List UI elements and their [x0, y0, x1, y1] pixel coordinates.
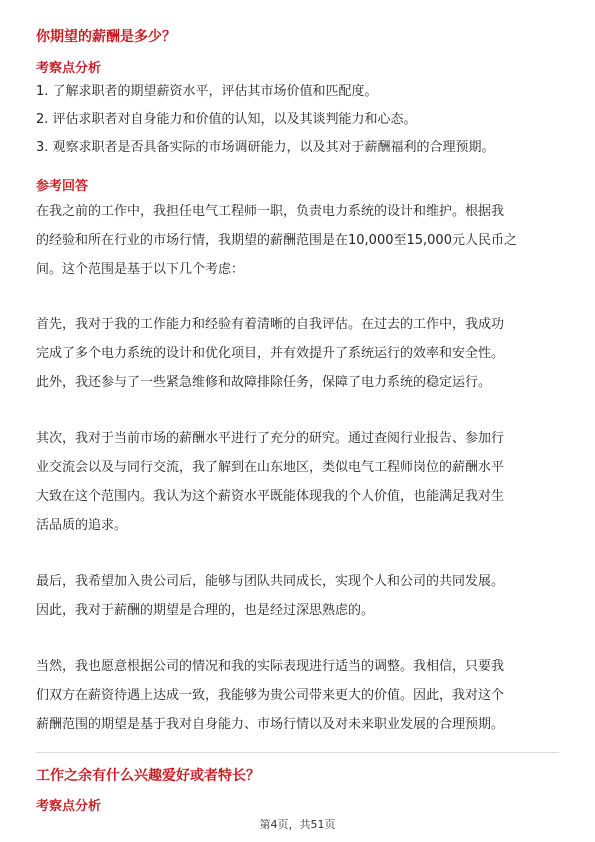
- analysis-point: 1. 了解求职者的期望薪资水平，评估其市场价值和匹配度。: [36, 84, 378, 99]
- answer-line: 完成了多个电力系统的设计和优化项目，并有效提升了系统运行的效率和安全性。: [36, 346, 505, 361]
- answer-line: 因此，我对于薪酬的期望是合理的，也是经过深思熟虑的。: [36, 603, 375, 618]
- analysis-point: 2. 评估求职者对自身能力和价值的认知，以及其谈判能力和心态。: [36, 112, 417, 127]
- answer-line: 们双方在薪资待遇上达成一致，我能够为贵公司带来更大的价值。因此，我对这个: [36, 688, 505, 703]
- question-title: 工作之余有什么兴趣爱好或者特长？: [36, 768, 260, 784]
- answer-line: 此外，我还参与了一些紧急维修和故障排除任务，保障了电力系统的稳定运行。: [36, 375, 492, 390]
- analysis-heading: 考察点分析: [36, 799, 102, 814]
- section-divider: [36, 752, 559, 753]
- answer-line: 在我之前的工作中，我担任电气工程师一职，负责电力系统的设计和维护。根据我: [36, 204, 505, 219]
- analysis-heading: 考察点分析: [36, 61, 102, 76]
- question-title: 你期望的薪酬是多少？: [36, 29, 176, 45]
- answer-heading: 参考回答: [36, 179, 89, 194]
- answer-line: 大致在这个范围内。我认为这个薪资水平既能体现我的个人价值，也能满足我对生: [36, 489, 505, 504]
- answer-line: 间。这个范围是基于以下几个考虑：: [36, 262, 245, 277]
- answer-line: 当然，我也愿意根据公司的情况和我的实际表现进行适当的调整。我相信，只要我: [36, 659, 505, 674]
- answer-line: 业交流会以及与同行交流，我了解到在山东地区，类似电气工程师岗位的薪酬水平: [36, 460, 505, 475]
- answer-line: 首先，我对于我的工作能力和经验有着清晰的自我评估。在过去的工作中，我成功: [36, 317, 505, 332]
- analysis-point: 3. 观察求职者是否具备实际的市场调研能力，以及其对于薪酬福利的合理预期。: [36, 140, 495, 155]
- answer-line: 薪酬范围的期望是基于我对自身能力、市场行情以及对未来职业发展的合理预期。: [36, 717, 505, 732]
- answer-line: 活品质的追求。: [36, 518, 128, 533]
- answer-line: 最后，我希望加入贵公司后，能够与团队共同成长，实现个人和公司的共同发展。: [36, 574, 505, 589]
- answer-line: 的经验和所在行业的市场行情，我期望的薪酬范围是在10,000至15,000元人民币之: [36, 233, 517, 248]
- page-number: 第4页，共51页: [259, 818, 336, 831]
- answer-line: 其次，我对于当前市场的薪酬水平进行了充分的研究。通过查阅行业报告、参加行: [36, 431, 505, 446]
